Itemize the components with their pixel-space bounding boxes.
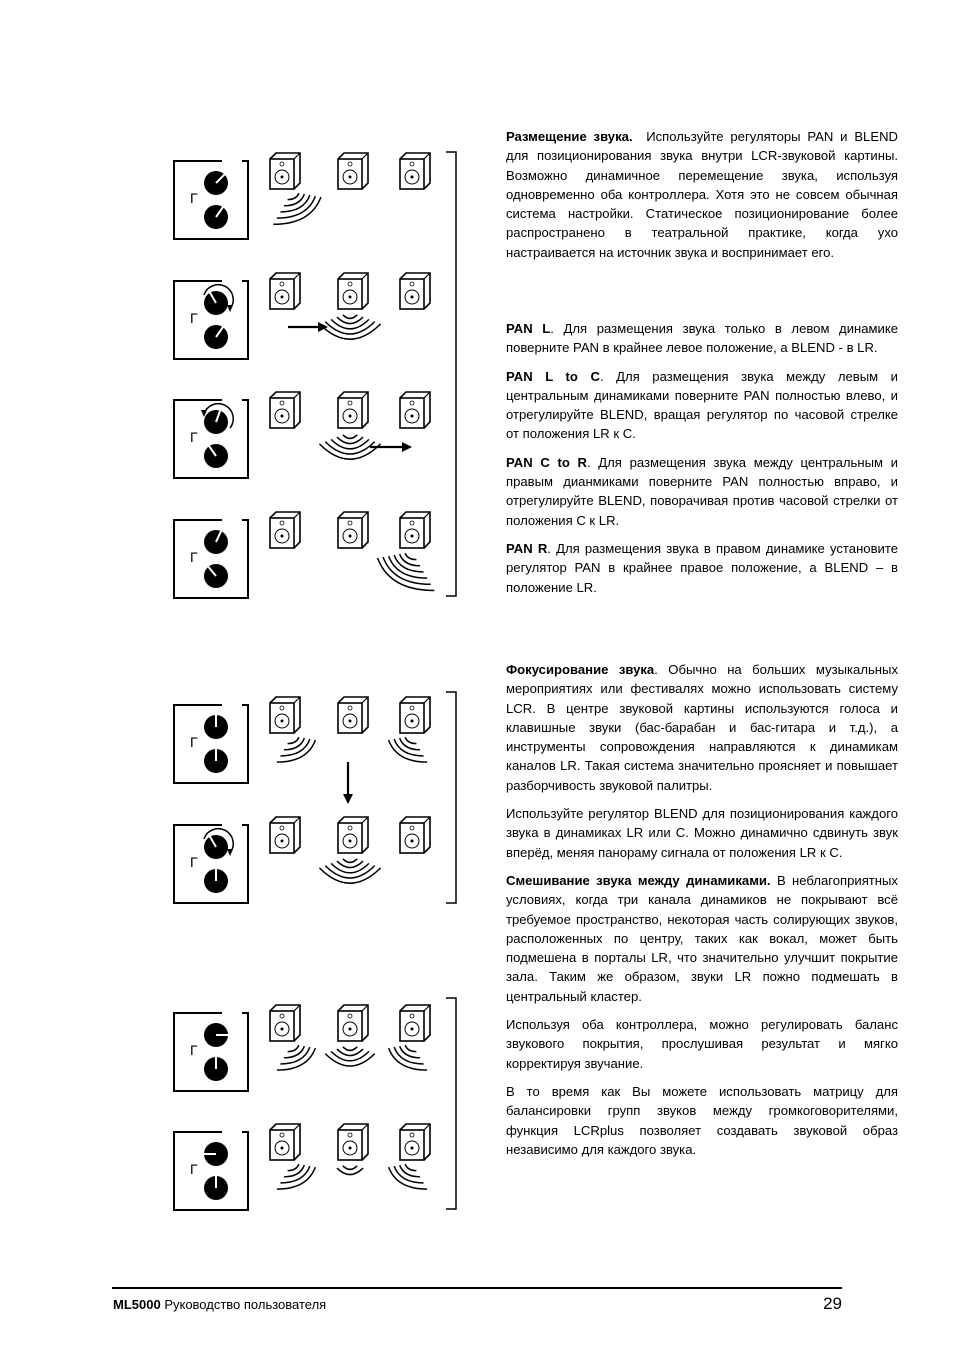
rotation-arrowhead-icon — [227, 849, 233, 856]
control-label: Г — [190, 190, 198, 206]
sound-waves-icon — [277, 1164, 316, 1189]
arrowhead-icon — [343, 794, 353, 804]
page-number: 29 — [823, 1294, 842, 1313]
speaker-edge — [294, 1124, 300, 1130]
control-label: Г — [190, 310, 198, 326]
speaker-right-icon — [400, 817, 430, 853]
control-panel — [174, 1013, 248, 1091]
speaker-left-icon — [270, 512, 300, 548]
speaker-edge — [362, 697, 368, 703]
sound-wave — [343, 1166, 357, 1170]
speaker-dustcap — [411, 840, 414, 843]
speaker-dustcap — [411, 176, 414, 179]
speaker-edge — [424, 1124, 430, 1130]
control-panel — [174, 1132, 248, 1210]
speaker-center-icon — [338, 273, 368, 309]
sound-wave — [389, 1167, 428, 1189]
sound-wave — [343, 1047, 357, 1051]
placement-section — [506, 127, 898, 262]
speaker-center-icon — [338, 392, 368, 428]
speaker-left-icon — [270, 1005, 300, 1041]
focusing-body: . Обычно на больших музыкальных мероприятиях или фестивалях можно использовать систему LCR. В центре звуковой картины используются голоса и клавишные звуки (бас-барабан и бас-гитара и т.д.), а инструменты сопровождения направляются к динамикам каналов LR. Такая система значительно проясняет и повышает разборчивость звуковой палитры. — [506, 662, 898, 793]
speaker-dustcap — [349, 1147, 352, 1150]
speaker-center-icon — [338, 1005, 368, 1041]
control-label: Г — [190, 429, 198, 445]
speaker-right-icon — [400, 1124, 430, 1160]
sound-wave — [400, 554, 420, 566]
speaker-left-icon — [270, 273, 300, 309]
speaker-edge — [294, 392, 300, 398]
speaker-dustcap — [411, 1147, 414, 1150]
sound-wave — [405, 1045, 416, 1051]
sound-wave — [319, 868, 380, 883]
control-panel — [174, 400, 248, 478]
pan-r-title: PAN R — [506, 540, 548, 556]
pan-c-to-r-title: PAN C to R — [506, 454, 587, 470]
speaker-edge — [424, 512, 430, 518]
sound-wave — [288, 737, 299, 743]
arrowhead-icon — [402, 442, 412, 452]
speaker-edge — [424, 817, 430, 823]
footer-model: ML5000 — [113, 1297, 161, 1312]
speaker-dustcap — [349, 720, 352, 723]
mixing-body: В неблагоприятных условиях, когда три канала динамиков не покрывают всё требуемое пространство, некоторая часть солирующих звуков, расположенных по центру, таких как вокал, может быть подмешена в порталы LR, что значительно улучшит покрытие зала. Таким же образом, звуки LR пожно подмешать в центральный кластер. — [506, 872, 898, 1004]
sound-waves-icon — [337, 1166, 363, 1175]
control-panel — [174, 520, 248, 598]
speaker-left-icon — [270, 817, 300, 853]
footer-manual-title: Руководство пользователя — [160, 1297, 327, 1312]
pan-c-to-r-body: . Для размещения звука между центральным и правым дианмиками поверните PAN полностью вправо, и отрегулируйте BLEND, поворачивая против часовой стрелки от положения С к LR. — [506, 454, 898, 528]
pan-l-title: PAN L — [506, 321, 551, 336]
speaker-dustcap — [349, 1028, 352, 1031]
mixing-title: Смешивание звука между динамиками. — [506, 872, 771, 888]
speaker-right-icon — [400, 153, 430, 189]
speaker-edge — [362, 512, 368, 518]
speaker-edge — [362, 392, 368, 398]
speaker-dustcap — [281, 1028, 284, 1031]
speaker-left-icon — [270, 697, 300, 733]
sound-waves-icon — [325, 1047, 375, 1066]
sound-waves-icon — [277, 1045, 316, 1070]
pan-l-body: . Для размещения звука только в левом динамике поверните PAN в крайнее левое положение, а BLEND - в LR. — [506, 321, 899, 356]
sound-wave — [389, 1048, 428, 1070]
sound-wave — [319, 324, 380, 339]
sound-wave — [400, 1046, 420, 1058]
speaker-edge — [362, 1005, 368, 1011]
sound-wave — [400, 738, 420, 750]
sound-waves-icon — [277, 737, 316, 762]
speaker-edge — [362, 817, 368, 823]
speaker-dustcap — [411, 415, 414, 418]
speaker-left-icon — [270, 1124, 300, 1160]
sound-wave — [405, 737, 416, 743]
sound-wave — [389, 556, 428, 578]
speaker-center-icon — [338, 1124, 368, 1160]
focusing-section — [506, 660, 898, 1159]
sound-waves-icon — [273, 193, 321, 224]
speaker-edge — [424, 1005, 430, 1011]
speaker-dustcap — [349, 415, 352, 418]
speaker-dustcap — [411, 1028, 414, 1031]
pan-modes-section — [506, 319, 898, 597]
speaker-edge — [294, 512, 300, 518]
speaker-center-icon — [338, 817, 368, 853]
group-bracket — [446, 692, 456, 903]
speaker-edge — [362, 273, 368, 279]
footer-rule — [112, 1287, 842, 1289]
both-controllers-paragraph: Используя оба контроллера, можно регулировать баланс звукового покрытия, прослушивая результат и мягко корректируя звучание. — [506, 1017, 898, 1071]
group-bracket — [446, 152, 456, 596]
speaker-dustcap — [349, 535, 352, 538]
sound-waves-icon — [389, 737, 428, 762]
speaker-left-icon — [270, 153, 300, 189]
speaker-edge — [294, 817, 300, 823]
control-label: Г — [190, 734, 198, 750]
speaker-edge — [362, 153, 368, 159]
speaker-edge — [424, 273, 430, 279]
pan-l-to-c-title: PAN L to C — [506, 368, 600, 384]
sound-waves-icon — [389, 1164, 428, 1189]
speaker-center-icon — [338, 153, 368, 189]
speaker-dustcap — [281, 535, 284, 538]
sound-wave — [277, 1167, 316, 1189]
speaker-edge — [362, 1124, 368, 1130]
speaker-dustcap — [281, 720, 284, 723]
sound-wave — [284, 1165, 304, 1177]
speaker-dustcap — [281, 840, 284, 843]
control-panel — [174, 281, 248, 359]
sound-wave — [284, 738, 304, 750]
group-bracket — [446, 998, 456, 1209]
speaker-edge — [294, 697, 300, 703]
speaker-dustcap — [281, 415, 284, 418]
control-panel — [174, 825, 248, 903]
speaker-edge — [294, 273, 300, 279]
speaker-edge — [424, 392, 430, 398]
sound-wave — [284, 1046, 304, 1058]
speaker-right-icon — [400, 697, 430, 733]
sound-waves-icon — [378, 553, 435, 590]
speaker-dustcap — [349, 296, 352, 299]
speaker-edge — [294, 1005, 300, 1011]
placement-body: Используйте регуляторы PAN и BLEND для позиционирования звука внутри LCR-звуковой картины. Возможно динамичное перемещение звука, используя одновременно оба контроллера. Хотя это не совсем обычная система настройки. Статическое позиционирование более распространено в театральной практике, когда ухо настраивается на источник звука и воспринимает его. — [506, 129, 898, 260]
sound-wave — [343, 435, 357, 439]
speaker-center-icon — [338, 512, 368, 548]
control-label: Г — [190, 1161, 198, 1177]
sound-waves-icon — [319, 859, 380, 883]
sound-wave — [277, 196, 316, 218]
focusing-title: Фокусирование звука — [506, 662, 655, 677]
sound-wave — [284, 194, 304, 206]
sound-wave — [288, 1045, 299, 1051]
rotation-arrowhead-icon — [227, 305, 233, 312]
speaker-dustcap — [281, 1147, 284, 1150]
speaker-dustcap — [411, 720, 414, 723]
sound-wave — [405, 1164, 416, 1170]
speaker-right-icon — [400, 1005, 430, 1041]
speaker-edge — [424, 697, 430, 703]
speaker-dustcap — [411, 535, 414, 538]
speaker-edge — [424, 153, 430, 159]
matrix-paragraph: В то время как Вы можете использовать матрицу для балансировки групп звуков между громкоговорителями, функция LCRplus позволяет создавать звуковой образ независимо для каждого звука. — [506, 1083, 898, 1157]
placement-title: Размещение звука. — [506, 129, 633, 144]
sound-wave — [400, 1165, 420, 1177]
control-label: Г — [190, 549, 198, 565]
speaker-right-icon — [400, 512, 430, 548]
blend-usage-paragraph: Используйте регулятор BLEND для позиционирования каждого звука в динамиках LR или С. Можно динамично сдвинуть звук вперёд, меняя панораму сигнала от положения LR к С. — [506, 806, 898, 860]
speaker-dustcap — [281, 176, 284, 179]
speaker-dustcap — [281, 296, 284, 299]
sound-wave — [288, 1164, 299, 1170]
sound-waves-icon — [389, 1045, 428, 1070]
speaker-left-icon — [270, 392, 300, 428]
sound-wave — [288, 193, 299, 199]
pan-r-body: . Для размещения звука в правом динамике установите регулятор PAN в крайнее правое положение, а BLEND – в положение LR. — [506, 540, 898, 595]
speaker-right-icon — [400, 392, 430, 428]
control-label: Г — [190, 1042, 198, 1058]
sound-wave — [389, 740, 428, 762]
sound-wave — [405, 553, 416, 559]
sound-wave — [343, 859, 357, 863]
pan-l-to-c-body: . Для размещения звука между левым и центральным динамиками поверните PAN полностью влево, и отрегулируйте BLEND, вращая регулятор по часовой стрелке от положения LR к С. — [506, 368, 898, 442]
speaker-right-icon — [400, 273, 430, 309]
speaker-dustcap — [349, 840, 352, 843]
speaker-edge — [294, 153, 300, 159]
sound-wave — [277, 1048, 316, 1070]
sound-wave — [277, 740, 316, 762]
control-panel — [174, 705, 248, 783]
sound-waves-icon — [319, 315, 380, 339]
speaker-dustcap — [349, 176, 352, 179]
footer-title — [113, 1297, 326, 1312]
control-label: Г — [190, 854, 198, 870]
sound-wave — [343, 315, 357, 319]
control-panel — [174, 161, 248, 239]
speaker-dustcap — [411, 296, 414, 299]
speaker-center-icon — [338, 697, 368, 733]
